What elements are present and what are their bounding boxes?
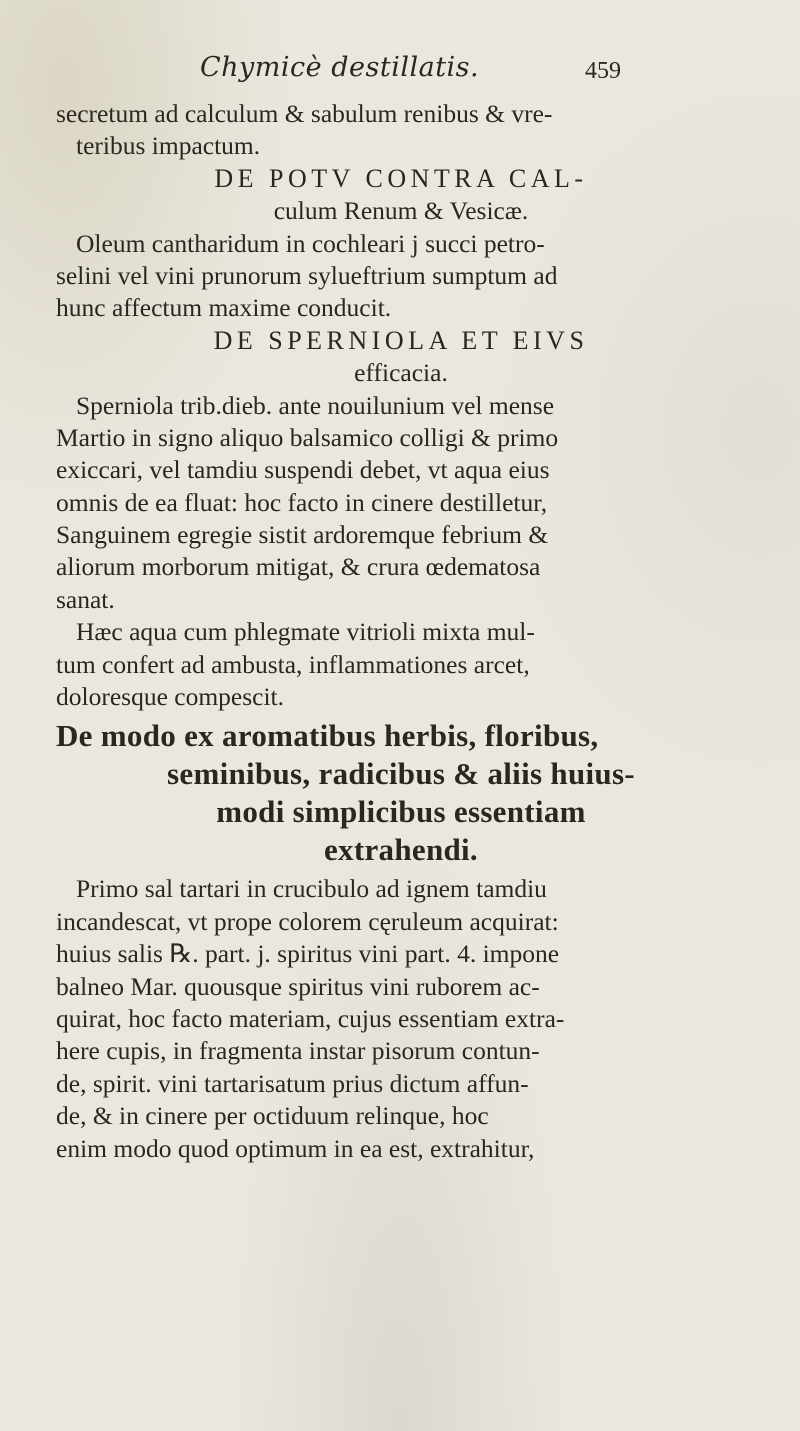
text-line: aliorum morborum mitigat, & crura œdematosa xyxy=(56,552,541,582)
text-line: sanat. xyxy=(56,584,115,614)
section-heading: DE SPERNIOLA ET EIVS xyxy=(213,325,589,355)
section-heading-continued: culum Renum & Vesicæ. xyxy=(273,196,529,226)
text-line: selini vel vini prunorum sylueftrium sumptum ad xyxy=(56,260,558,290)
chapter-heading-continued: seminibus, radicibus & aliis huius- xyxy=(167,756,635,792)
text-line: balneo Mar. quousque spiritus vini ruborem ac- xyxy=(56,971,540,1001)
text-line: Hæc aqua cum phlegmate vitrioli mixta mul- xyxy=(76,617,535,647)
section-heading: DE POTV CONTRA CAL- xyxy=(214,163,588,193)
text-line: enim modo quod optimum in ea est, extrahitur, xyxy=(56,1133,535,1163)
text-line: Sanguinem egregie sistit ardoremque febrium & xyxy=(56,520,549,550)
text-line: hunc affectum maxime conducit. xyxy=(56,293,392,323)
text-line: huius salis ℞. part. j. spiritus vini part. 4. impone xyxy=(56,939,560,969)
text-line: Martio in signo aliquo balsamico colligi & primo xyxy=(56,422,559,452)
text-line: doloresque compescit. xyxy=(56,682,285,712)
text-line: Oleum cantharidum in cochleari j succi petro- xyxy=(76,228,545,258)
running-head xyxy=(0,52,800,92)
text-line: quirat, hoc facto materiam, cujus essentiam extra- xyxy=(56,1003,565,1033)
text-line: de, spirit. vini tartarisatum prius dictum affun- xyxy=(56,1068,529,1098)
text-line: omnis de ea fluat: hoc facto in cinere destilletur, xyxy=(56,487,548,517)
text-line: Primo sal tartari in crucibulo ad ignem tamdiu xyxy=(76,874,547,904)
body-text xyxy=(56,98,746,1165)
text-line: incandescat, vt prope colorem cęruleum acquirat: xyxy=(56,906,559,936)
text-line: Sperniola trib.dieb. ante nouilunium vel mense xyxy=(76,390,555,420)
text-line: teribus impactum. xyxy=(76,131,261,161)
running-head-title: Chymicè destillatis. xyxy=(200,52,480,83)
text-line: secretum ad calculum & sabulum renibus & vre- xyxy=(56,99,553,128)
text-line: de, & in cinere per octiduum relinque, hoc xyxy=(56,1101,489,1131)
text-line: tum confert ad ambusta, inflammationes arcet, xyxy=(56,649,530,679)
text-line: exiccari, vel tamdiu suspendi debet, vt aqua eius xyxy=(56,455,550,485)
page-number: 459 xyxy=(585,58,621,84)
chapter-heading: De modo ex aromatibus herbis, floribus, xyxy=(56,718,599,754)
chapter-heading-continued: extrahendi. xyxy=(324,832,478,868)
text-line: here cupis, in fragmenta instar pisorum contun- xyxy=(56,1036,540,1066)
section-heading-continued: efficacia. xyxy=(354,358,448,388)
chapter-heading-continued: modi simplicibus essentiam xyxy=(216,794,586,830)
